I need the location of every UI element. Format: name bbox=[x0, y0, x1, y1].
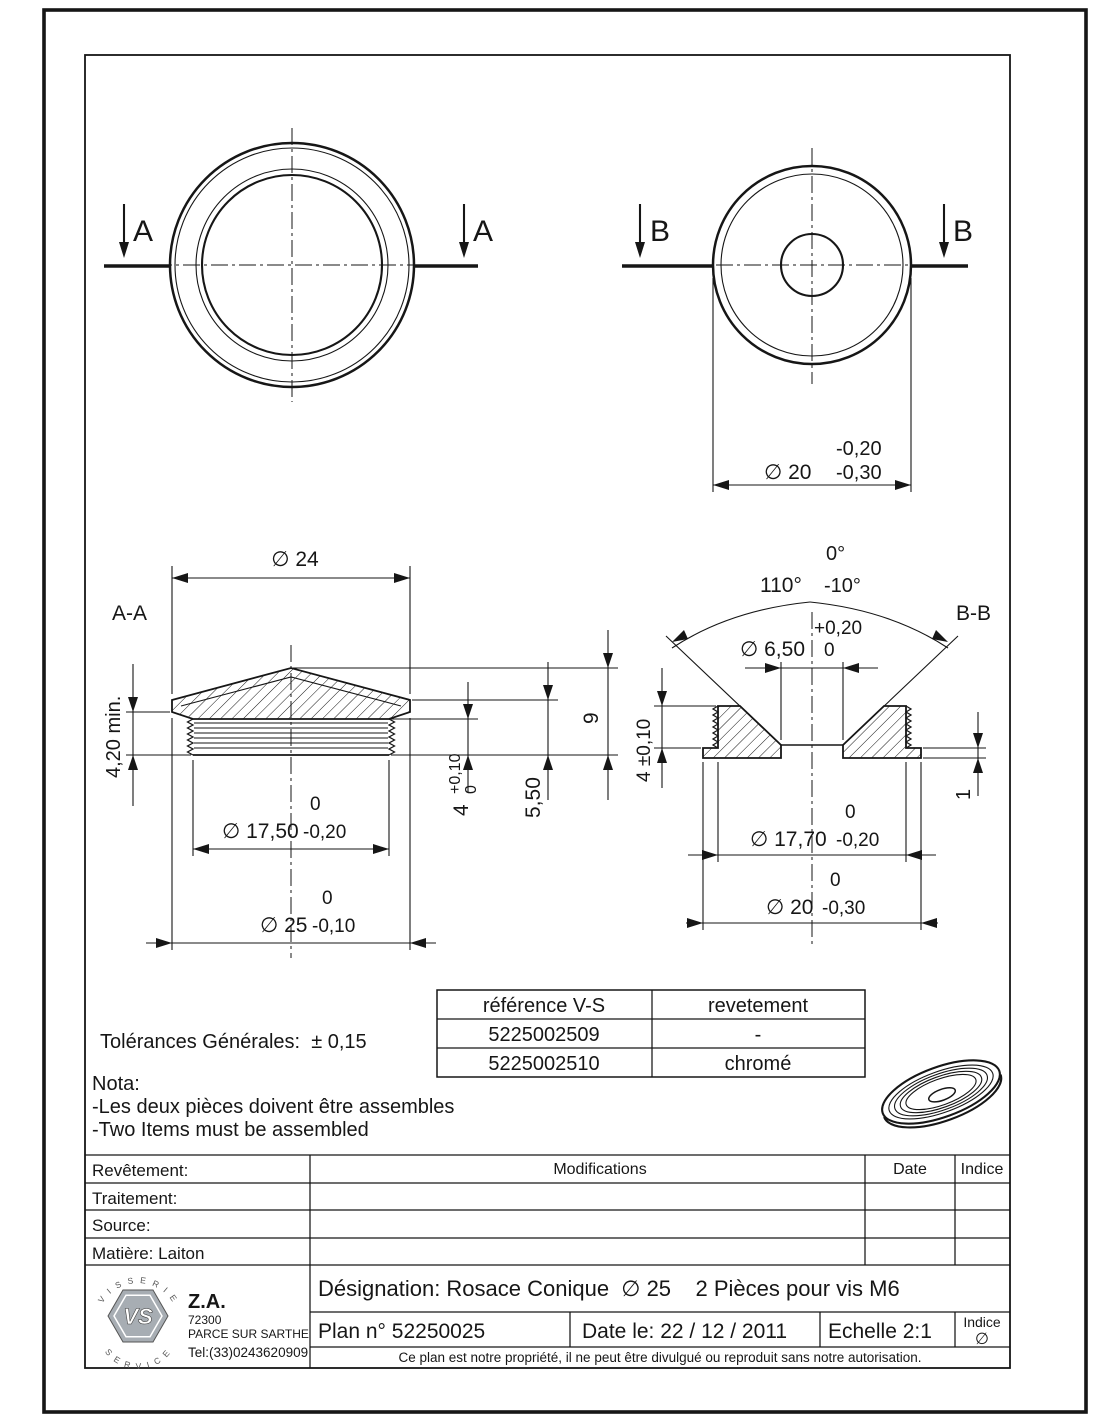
arrowhead bbox=[410, 938, 426, 948]
arrowhead bbox=[687, 918, 703, 928]
dim-tol-upper: 0 bbox=[322, 888, 333, 909]
section-arrow-b-left bbox=[635, 204, 670, 258]
arrowhead bbox=[657, 691, 667, 706]
arrowhead bbox=[128, 755, 138, 770]
dim-h420 bbox=[103, 664, 191, 806]
title-block bbox=[85, 1155, 1010, 1371]
arrowhead bbox=[156, 938, 172, 948]
arrowhead bbox=[635, 242, 645, 258]
arrowhead bbox=[657, 748, 667, 763]
company-phone: Tel:(33)0243620909 bbox=[188, 1345, 309, 1360]
dim-tol-upper: -0,20 bbox=[836, 438, 882, 460]
header-modifications: Modifications bbox=[553, 1161, 647, 1178]
arrowhead bbox=[543, 755, 553, 770]
table-header-coating: revetement bbox=[707, 995, 809, 1017]
dim-tol-lower: 0 bbox=[463, 785, 480, 794]
company-zip: 72300 bbox=[188, 1313, 222, 1327]
scale-text: Echelle 2:1 bbox=[828, 1320, 932, 1343]
arrowhead bbox=[172, 573, 188, 583]
arrowhead bbox=[906, 850, 922, 860]
reference-table bbox=[437, 990, 865, 1077]
section-arrow-b-right bbox=[939, 204, 973, 258]
dim-value: 4,20 min. bbox=[103, 695, 125, 778]
company-za: Z.A. bbox=[188, 1291, 226, 1313]
section-letter-a: A bbox=[132, 215, 154, 248]
extension-lines bbox=[654, 706, 716, 748]
table-cell-ref: 5225002509 bbox=[488, 1024, 600, 1046]
table-cell-ref: 5225002510 bbox=[488, 1053, 600, 1075]
dim-tol-upper: 0 bbox=[310, 794, 321, 815]
centerlines bbox=[688, 148, 938, 384]
table-cell-coating: - bbox=[754, 1024, 762, 1046]
dim-value: 5,50 bbox=[522, 777, 545, 818]
dim-value: 4 bbox=[450, 804, 473, 816]
dim-value: 4 ±0,10 bbox=[634, 718, 655, 782]
plan-number: Plan n° 52250025 bbox=[318, 1320, 486, 1343]
table-cell-coating: chromé bbox=[724, 1053, 792, 1075]
dim-value: ∅ 17,70 bbox=[750, 828, 827, 851]
arrowhead bbox=[765, 663, 781, 673]
general-tolerances-note: Tolérances Générales: ± 0,15 bbox=[100, 1031, 367, 1053]
dim-tol-lower: -0,10 bbox=[312, 916, 356, 937]
dim-tol-upper: +0,20 bbox=[814, 618, 863, 639]
arrowhead bbox=[713, 480, 729, 490]
dim-tol-lower: -0,30 bbox=[822, 898, 866, 919]
arrowhead bbox=[843, 663, 859, 673]
general-notes bbox=[92, 1031, 454, 1141]
section-arrow-a-left bbox=[119, 204, 153, 258]
company-city: PARCE SUR SARTHE bbox=[188, 1327, 309, 1341]
section-letter-b: B bbox=[649, 215, 671, 248]
section-letter-b: B bbox=[952, 215, 974, 248]
dim-h4 bbox=[447, 682, 480, 816]
arrowhead bbox=[973, 758, 983, 773]
iso-thumbnail bbox=[874, 1047, 1009, 1140]
section-label-bb: B-B bbox=[956, 602, 992, 625]
section-letter-a: A bbox=[472, 215, 494, 248]
arrowhead bbox=[463, 755, 473, 770]
arrowhead bbox=[193, 844, 209, 854]
logo-monogram: VS bbox=[123, 1304, 153, 1329]
dim-tol-lower: -0,20 bbox=[303, 822, 347, 843]
label-source: Source: bbox=[92, 1216, 151, 1235]
section-aa bbox=[103, 548, 618, 958]
nota-line-fr: -Les deux pièces doivent être assembles bbox=[92, 1096, 455, 1118]
arrowhead bbox=[373, 844, 389, 854]
arrowhead bbox=[921, 918, 937, 928]
dim-tol-upper: 0 bbox=[830, 870, 841, 891]
arrowhead bbox=[702, 850, 718, 860]
dim-tol-lower: 0 bbox=[824, 640, 835, 661]
centerlines bbox=[155, 128, 430, 402]
arrowhead bbox=[394, 573, 410, 583]
dim-value: 1 bbox=[953, 788, 975, 800]
section-label-aa: A-A bbox=[112, 602, 148, 625]
arrowhead bbox=[603, 755, 613, 770]
dim-tol-lower: -10° bbox=[824, 575, 861, 597]
nota-title: Nota: bbox=[92, 1073, 140, 1095]
dim-value: ∅ 25 bbox=[260, 914, 308, 937]
arrowhead bbox=[973, 733, 983, 748]
arrowhead bbox=[895, 480, 911, 490]
plan-date: Date le: 22 / 12 / 2011 bbox=[582, 1320, 788, 1343]
arrowhead bbox=[459, 242, 469, 258]
dim-value: ∅ 24 bbox=[271, 548, 319, 571]
indice-cell-value: ∅ bbox=[975, 1331, 989, 1348]
arrowhead bbox=[128, 697, 138, 712]
arrowhead bbox=[603, 653, 613, 668]
dim-tol-upper: 0° bbox=[826, 543, 846, 565]
header-date: Date bbox=[893, 1161, 927, 1178]
dim-value: ∅ 20 bbox=[764, 461, 812, 484]
label-traitement: Traitement: bbox=[92, 1189, 178, 1208]
arrowhead bbox=[939, 242, 949, 258]
label-revetement: Revêtement: bbox=[92, 1161, 189, 1180]
dim-tol-lower: -0,30 bbox=[836, 462, 882, 484]
arrowhead bbox=[463, 704, 473, 719]
designation-text: Désignation: Rosace Conique ∅ 25 2 Pièces pour vis M6 bbox=[318, 1276, 900, 1301]
label-matiere: Matière: Laiton bbox=[92, 1244, 205, 1263]
property-notice: Ce plan est notre propriété, il ne peut être divulgué ou reproduit sans notre autorisation. bbox=[398, 1350, 922, 1365]
extension-lines bbox=[126, 712, 191, 755]
dim-value: ∅ 6,50 bbox=[740, 638, 805, 661]
dim-tol-lower: -0,20 bbox=[836, 830, 880, 851]
logo-arc-top-text: V I S S E R I E bbox=[95, 1274, 181, 1305]
nota-line-en: -Two Items must be assembled bbox=[92, 1119, 369, 1141]
dim-value: 9 bbox=[580, 712, 603, 724]
view-top-a bbox=[104, 128, 493, 402]
dim-h1 bbox=[923, 712, 986, 800]
dim-value: ∅ 20 bbox=[766, 896, 814, 919]
table-header-reference: référence V-S bbox=[482, 995, 606, 1017]
extension-lines bbox=[923, 748, 986, 758]
arrowhead bbox=[543, 685, 553, 700]
dim-h550 bbox=[522, 662, 553, 818]
dim-h9 bbox=[580, 630, 613, 800]
arrowhead bbox=[119, 242, 129, 258]
section-arrow-a-right bbox=[459, 204, 493, 258]
indice-cell-label: Indice bbox=[963, 1314, 1001, 1330]
section-bb bbox=[634, 543, 991, 948]
dim-value: 110° bbox=[760, 574, 802, 597]
dim-h4b bbox=[634, 668, 716, 788]
view-top-b bbox=[622, 148, 973, 492]
logo-arc-bottom-text: S E R V I C E bbox=[103, 1346, 173, 1372]
dim-value: ∅ 17,50 bbox=[222, 820, 299, 843]
dim-tol-upper: +0,10 bbox=[447, 753, 464, 794]
dim-d650 bbox=[740, 618, 878, 740]
header-indice: Indice bbox=[960, 1161, 1004, 1178]
dim-tol-upper: 0 bbox=[845, 802, 856, 823]
